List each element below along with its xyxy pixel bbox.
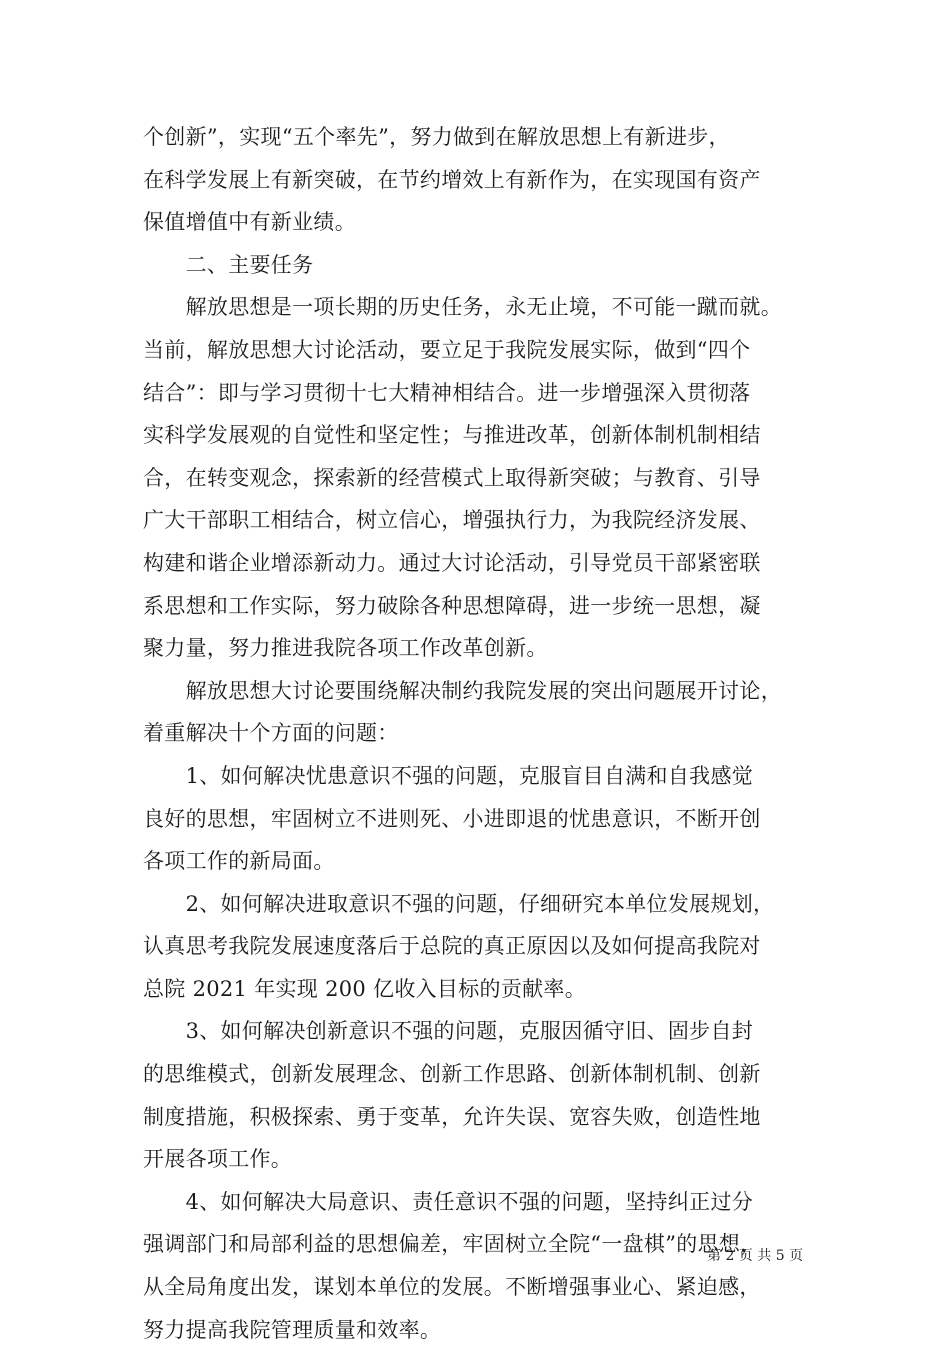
- text-line: 结合”：即与学习贯彻十七大精神相结合。进一步增强深入贯彻落: [143, 380, 751, 405]
- list-item-text: 2、如何解决进取意识不强的问题，仔细研究本单位发展规划，: [143, 891, 775, 916]
- list-item-text: 强调部门和局部利益的思想偏差，牢固树立全院“一盘棋”的思想，: [143, 1232, 762, 1257]
- list-item-text: 各项工作的新局面。: [143, 849, 335, 874]
- list-item-text: 3、如何解决创新意识不强的问题，克服因循守旧、固步自封: [143, 1019, 754, 1044]
- page-number: 第 2 页 共 5 页: [707, 1248, 804, 1264]
- text-line: 在科学发展上有新突破，在节约增效上有新作为，在实现国有资产: [143, 167, 761, 192]
- list-item-text: 良好的思想，牢固树立不进则死、小进即退的忧患意识，不断开创: [143, 806, 761, 831]
- text-line: 实科学发展观的自觉性和坚定性；与推进改革，创新体制机制相结: [143, 423, 761, 448]
- list-item-text: 的思维模式，创新发展理念、创新工作思路、创新体制机制、创新: [143, 1062, 761, 1087]
- list-item-text: 从全局角度出发，谋划本单位的发展。不断增强事业心、紧迫感，: [143, 1275, 761, 1300]
- text-line: 构建和谐企业增添新动力。通过大讨论活动，引导党员干部紧密联: [143, 550, 761, 575]
- text-line: 着重解决十个方面的问题：: [143, 721, 399, 746]
- list-item-text: 努力提高我院管理质量和效率。: [143, 1317, 442, 1342]
- list-item-text: 4、如何解决大局意识、责任意识不强的问题，坚持纠正过分: [143, 1189, 754, 1214]
- list-item-text: 认真思考我院发展速度落后于总院的真正原因以及如何提高我院对: [143, 934, 761, 959]
- text-line: 聚力量，努力推进我院各项工作改革创新。: [143, 636, 548, 661]
- text-line: 解放思想是一项长期的历史任务，永无止境，不可能一蹴而就。: [143, 295, 782, 320]
- text-line: 当前，解放思想大讨论活动，要立足于我院发展实际，做到“四个: [143, 337, 751, 362]
- document-body: [143, 116, 823, 1351]
- list-item-text: 制度措施，积极探索、勇于变革，允许失误、宽容失败，创造性地: [143, 1104, 761, 1129]
- list-item-text: 开展各项工作。: [143, 1147, 293, 1172]
- list-item-text: 总院 2021 年实现 200 亿收入目标的贡献率。: [143, 976, 587, 1001]
- text-line: 保值增值中有新业绩。: [143, 210, 356, 235]
- text-line: 合，在转变观念，探索新的经营模式上取得新突破；与教育、引导: [143, 465, 761, 490]
- text-line: 系思想和工作实际，努力破除各种思想障碍，进一步统一思想，凝: [143, 593, 761, 618]
- text-line: 个创新”，实现“五个率先”，努力做到在解放思想上有新进步，: [143, 125, 730, 149]
- text-line: 解放思想大讨论要围绕解决制约我院发展的突出问题展开讨论，: [143, 678, 782, 703]
- section-heading: 二、主要任务: [143, 252, 314, 277]
- list-item-text: 1、如何解决忧患意识不强的问题，克服盲目自满和自我感觉: [143, 763, 754, 788]
- text-line: 广大干部职工相结合，树立信心，增强执行力，为我院经济发展、: [143, 508, 761, 533]
